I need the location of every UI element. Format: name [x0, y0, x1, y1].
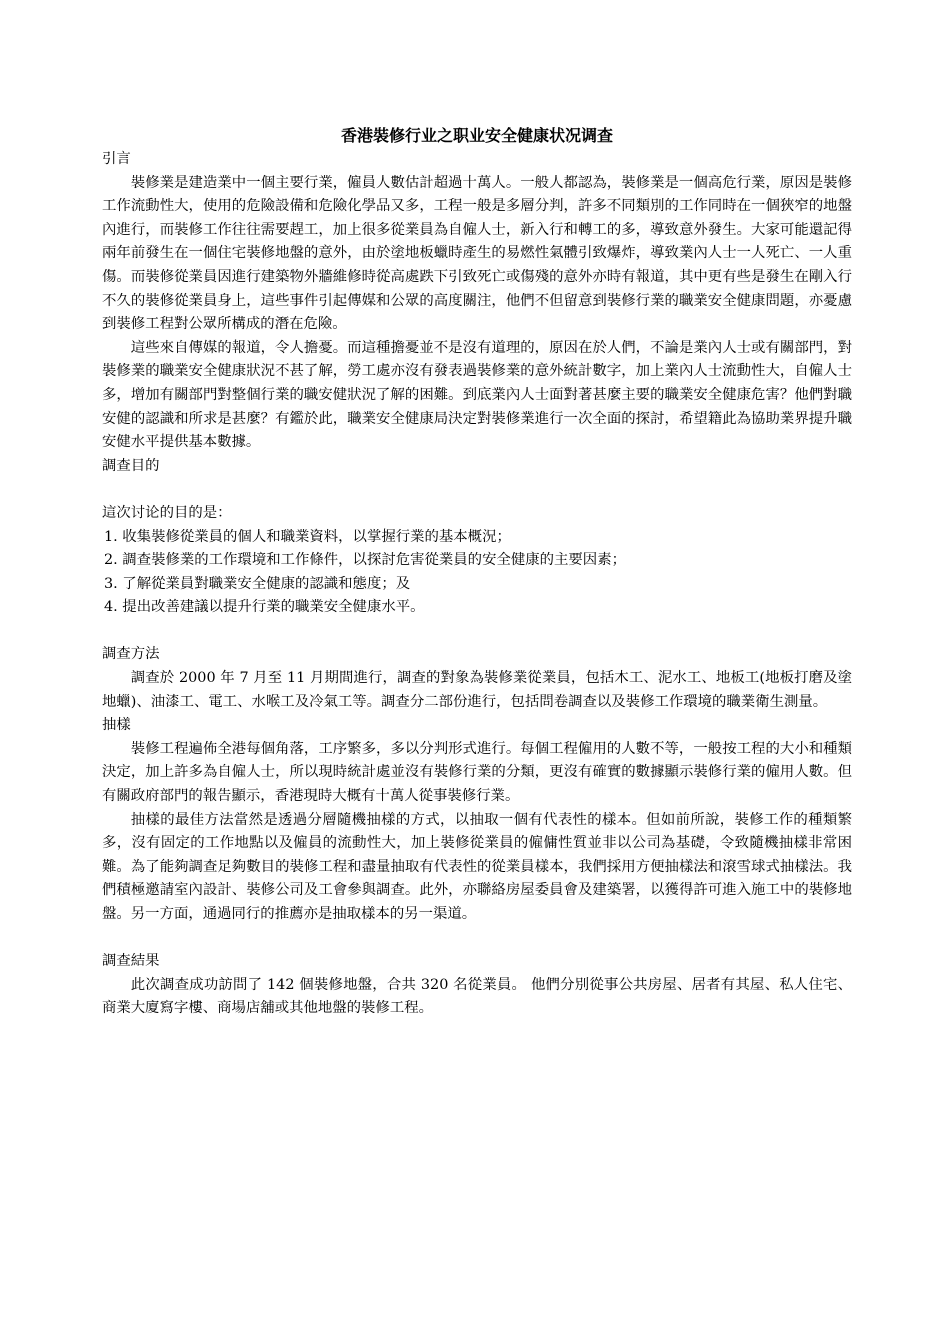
- sampling-paragraph-2: 抽樣的最佳方法當然是透過分層隨機抽樣的方式，以抽取一個有代表性的樣本。但如前所說，裝修工作的種類繁多，沒有固定的工作地點以及僱員的流動性大，加上裝修從業員的僱傭性質並非以公司為基礎，令致隨機抽樣非常困難。為了能夠調查足夠數目的裝修工程和盡量抽取有代表性的從業員樣本，我們採用方便抽樣法和滾雪球式抽樣法。我們積極邀請室內設計、裝修公司及工會參與調查。此外，亦聯絡房屋委員會及建築署，以獲得許可進入施工中的裝修地盤。另一方面，通過同行的推薦亦是抽取樣本的另一渠道。: [102, 811, 852, 922]
- intro-paragraph-2: 這些來自傳媒的報道，令人擔憂。而這種擔憂並不是沒有道理的，原因在於人們，不論是業內人士或有關部門，對裝修業的職業安全健康狀況不甚了解，勞工處亦沒有發表過裝修業的意外統計數字，加上業內人士流動性大，自僱人士多，增加有關部門對整個行業的職安健狀況了解的困難。到底業內人士面對著甚麼主要的職業安全健康危害？他們對職安健的認識和所求是甚麼？有鑑於此，職業安全健康局決定對裝修業進行一次全面的探討，希望籍此為協助業界提升職安健水平提供基本數據。: [102, 339, 852, 451]
- spacer: [102, 620, 852, 644]
- document-page: [102, 124, 852, 1021]
- list-item: 4. 提出改善建議以提升行業的職業安全健康水平。: [104, 599, 425, 616]
- sampling-paragraph-1: 裝修工程遍佈全港每個角落，工序繁多，多以分判形式進行。每個工程僱用的人數不等，一般按工程的大小和種類決定，加上許多為自僱人士，所以現時統計處並沒有裝修行業的分類，更沒有確實的數據顯示裝修行業的僱用人數。但有關政府部門的報告顯示，香港現時大概有十萬人從事裝修行業。: [102, 740, 852, 805]
- method-paragraph-1: 調查於 2000 年 7 月至 11 月期間進行，調查的對象為裝修業從業員，包括木工、泥水工、地板工(地板打磨及塗地蠟)、油漆工、電工、水喉工及冷氣工等。調查分二部份進行，包括問卷調查以及裝修工作環境的職業衛生測量。: [102, 670, 852, 710]
- spacer: [102, 927, 852, 951]
- list-item: 2. 調查裝修業的工作環境和工作條件，以探討危害從業員的安全健康的主要因素；: [104, 552, 626, 569]
- results-paragraph-1: 此次調查成功訪問了 142 個裝修地盤，合共 320 名從業員。 他們分別從事公共房屋、居者有其屋、私人住宅、商業大廈寫字樓、商場店舖或其他地盤的裝修工程。: [102, 976, 852, 1017]
- section-heading-intro: 引言: [102, 151, 131, 167]
- objectives-list: [102, 526, 852, 620]
- objectives-lead: 這次讨论的目的是：: [102, 504, 232, 521]
- document-title: 香港裝修行业之职业安全健康状况调查: [340, 126, 613, 145]
- list-item: 3. 了解從業員對職業安全健康的認識和態度；及: [104, 575, 411, 592]
- spacer: [102, 478, 852, 502]
- section-heading-sampling: 抽樣: [102, 717, 131, 734]
- list-item: 1. 收集裝修從業員的個人和職業資料，以掌握行業的基本概況；: [104, 528, 511, 545]
- section-heading-method: 調查方法: [102, 646, 160, 663]
- intro-paragraph-1: 裝修業是建造業中一個主要行業，僱員人數估計超過十萬人。一般人都認為，裝修業是一個高危行業，原因是裝修工作流動性大，使用的危險設備和危險化學品又多，工程一般是多層分判，許多不同類別的工作同時在一個狹窄的地盤內進行，而裝修工作往往需要趕工，加上很多從業員為自僱人士，新入行和轉工的多，導致意外發生。大家可能還記得兩年前發生在一個住宅裝修地盤的意外，由於塗地板蠟時產生的易燃性氣體引致爆炸，導致業內人士一人死亡、一人重傷。而裝修從業員因進行建築物外牆維修時從高處跌下引致死亡或傷殘的意外亦時有報道，其中更有些是發生在剛入行不久的裝修從業員身上，這些事件引起傳媒和公眾的高度關注，他們不但留意到裝修行業的職業安全健康問題，亦憂慮到裝修工程對公眾所構成的潛在危險。: [102, 174, 852, 333]
- section-heading-objectives: 調查目的: [102, 457, 160, 474]
- section-heading-results: 調查結果: [102, 953, 160, 970]
